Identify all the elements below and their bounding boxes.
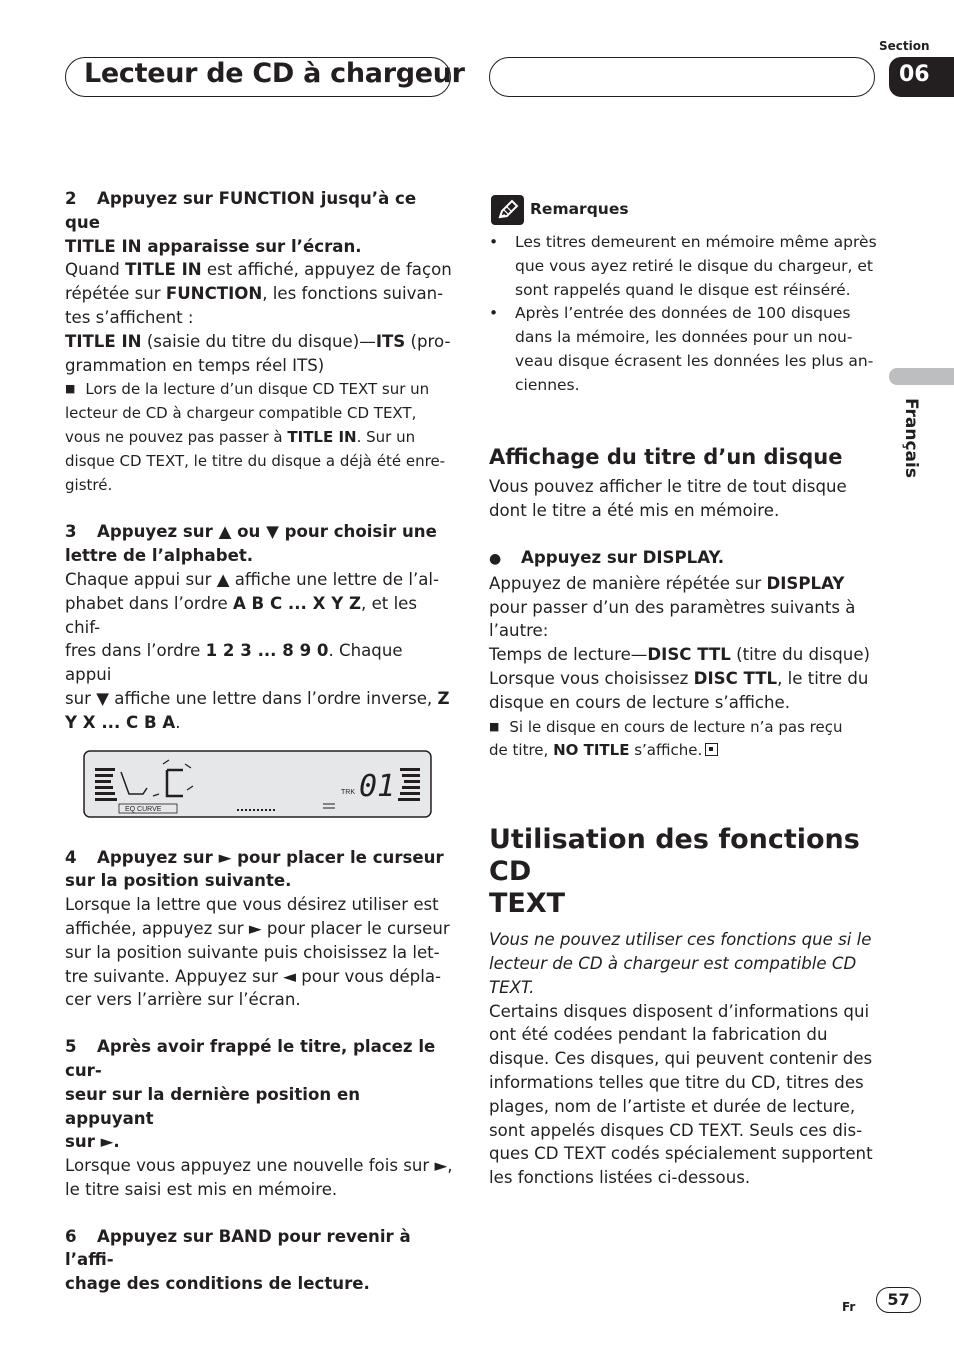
step-text: Après avoir frappé le titre, placez le cur- — [65, 1037, 436, 1080]
remarks-header — [491, 195, 877, 225]
step-text: Appuyez sur FUNCTION jusqu’à ce que — [65, 189, 417, 232]
step-text: Appuyez sur ▲ ou ▼ pour choisir une — [97, 522, 437, 542]
note-square-icon: ■ — [65, 382, 76, 396]
track-number: 01 — [359, 768, 396, 804]
step-5-heading — [65, 1035, 453, 1154]
display-body: Appuyez de manière répétée sur DISPLAY pour passer d’un des paramètres suivants à l’autre: Temps de lecture—DISC TTL (titre du disque) Lorsque vous choisissez DISC TTL, le titre du disque en cours de lecture s’affiche. — [489, 573, 871, 712]
step-text: sur ►. — [65, 1132, 120, 1152]
section-number-badge: 06 — [889, 57, 954, 97]
right-column — [489, 195, 877, 1190]
step-text: lettre de l’alphabet. — [65, 546, 254, 566]
step-number: 2 — [65, 189, 77, 208]
step-3-body: Chaque appui sur ▲ affiche une lettre de l’al- phabet dans l’ordre A B C ... X Y Z, et les chif- fres dans l’ordre 1 2 3 ... 8 9 0. Chaque appui sur ▼ affiche une lettre dans l’ordre inverse, Z Y X ... C B A. — [65, 569, 450, 732]
step-2-note: ■ Lors de la lecture d’un disque CD TEXT sur un lecteur de CD à chargeur compatible CD TEXT, vous ne pouvez pas passer à TITLE IN. Sur un disque CD TEXT, le titre du disque a déjà été enre- gistré. — [65, 380, 446, 494]
affichage-heading: Affichage du titre d’un disque — [489, 444, 843, 469]
end-mark-icon — [705, 743, 718, 756]
step-number: 4 — [65, 847, 77, 867]
step-number: 6 — [65, 1226, 77, 1246]
page-number: 57 — [876, 1287, 921, 1313]
display-note: ■ Si le disque en cours de lecture n’a pas reçu de titre, NO TITLE s’affiche. — [489, 717, 843, 760]
remarks-list — [489, 231, 877, 398]
list-item: • Les titres demeurent en mémoire même après que vous ayez retiré le disque du chargeur, et sont rappelés quand le disque est réinséré. — [489, 231, 877, 302]
step-text: sur la position suivante. — [65, 871, 292, 891]
step-4-heading — [65, 846, 453, 894]
step-text: TITLE IN apparaisse sur l’écran. — [65, 236, 362, 256]
affichage-intro: Vous pouvez afficher le titre de tout disque dont le titre a été mis en mémoire. — [489, 477, 847, 521]
step-text: seur sur la dernière position en appuyant — [65, 1084, 361, 1128]
pencil-icon — [491, 195, 524, 225]
language-tab — [889, 368, 954, 385]
step-4-body: Lorsque la lettre que vous désirez utiliser est affichée, appuyez sur ► pour placer le curseur sur la position suivante puis choisissez la let- tre suivante. Appuyez sur ◄ pour vous dépla- cer vers l’arrière sur l’écran. — [65, 895, 450, 1010]
cdtext-intro: Vous ne pouvez utiliser ces fonctions que si le lecteur de CD à chargeur est compatible CD TEXT. — [489, 930, 872, 997]
step-number: 3 — [65, 522, 77, 542]
display-step: ● Appuyez sur DISPLAY. — [489, 546, 877, 572]
cdtext-heading: Utilisation des fonctions CD TEXT — [489, 824, 860, 920]
step-2-body: Quand TITLE IN est affiché, appuyez de façon répétée sur FUNCTION, les fonctions suivan- tes s’affichent : TITLE IN (saisie du titre du disque)—ITS (pro- grammation en temps réel ITS) — [65, 260, 452, 375]
language-label: Français — [901, 398, 921, 478]
step-text: chage des conditions de lecture. — [65, 1274, 370, 1294]
step-3-heading — [65, 520, 453, 568]
cdtext-body: Certains disques disposent d’informations qui ont été codées pendant la fabrication du disque. Ces disques, qui peuvent contenir des informations telles que titre du CD, titres des plages, nom de l’artiste et durée de lecture, sont appelés disques CD TEXT. Seuls ces dis- ques CD TEXT codés spécialement supportent les fonctions listées ci-dessous. — [489, 1001, 873, 1188]
step-text: Appuyez sur BAND pour revenir à l’affi- — [65, 1226, 411, 1270]
remarks-title: Remarques — [530, 200, 629, 219]
note-square-icon: ■ — [489, 719, 500, 733]
section-label: Section — [879, 39, 930, 53]
page-title: Lecteur de CD à chargeur — [84, 58, 465, 89]
lcd-display-illustration — [83, 750, 432, 818]
step-number: 5 — [65, 1037, 77, 1057]
bullet-icon: ● — [489, 550, 502, 567]
list-item: • Après l’entrée des données de 100 disques dans la mémoire, les données pour un nou- veau disque écrasent les données les plus an- ciennes. — [489, 302, 877, 397]
footer-language: Fr — [842, 1300, 856, 1314]
step-text: Appuyez sur ► pour placer le curseur — [97, 847, 444, 867]
step-2-heading — [65, 187, 453, 258]
trk-label: TRK — [341, 788, 355, 796]
left-column — [65, 187, 453, 1296]
step-6-heading — [65, 1225, 453, 1296]
blank-header-frame — [489, 57, 875, 97]
eq-curve-label: EQ CURVE — [125, 805, 162, 813]
step-5-body: Lorsque vous appuyez une nouvelle fois sur ►, le titre saisi est mis en mémoire. — [65, 1156, 453, 1199]
